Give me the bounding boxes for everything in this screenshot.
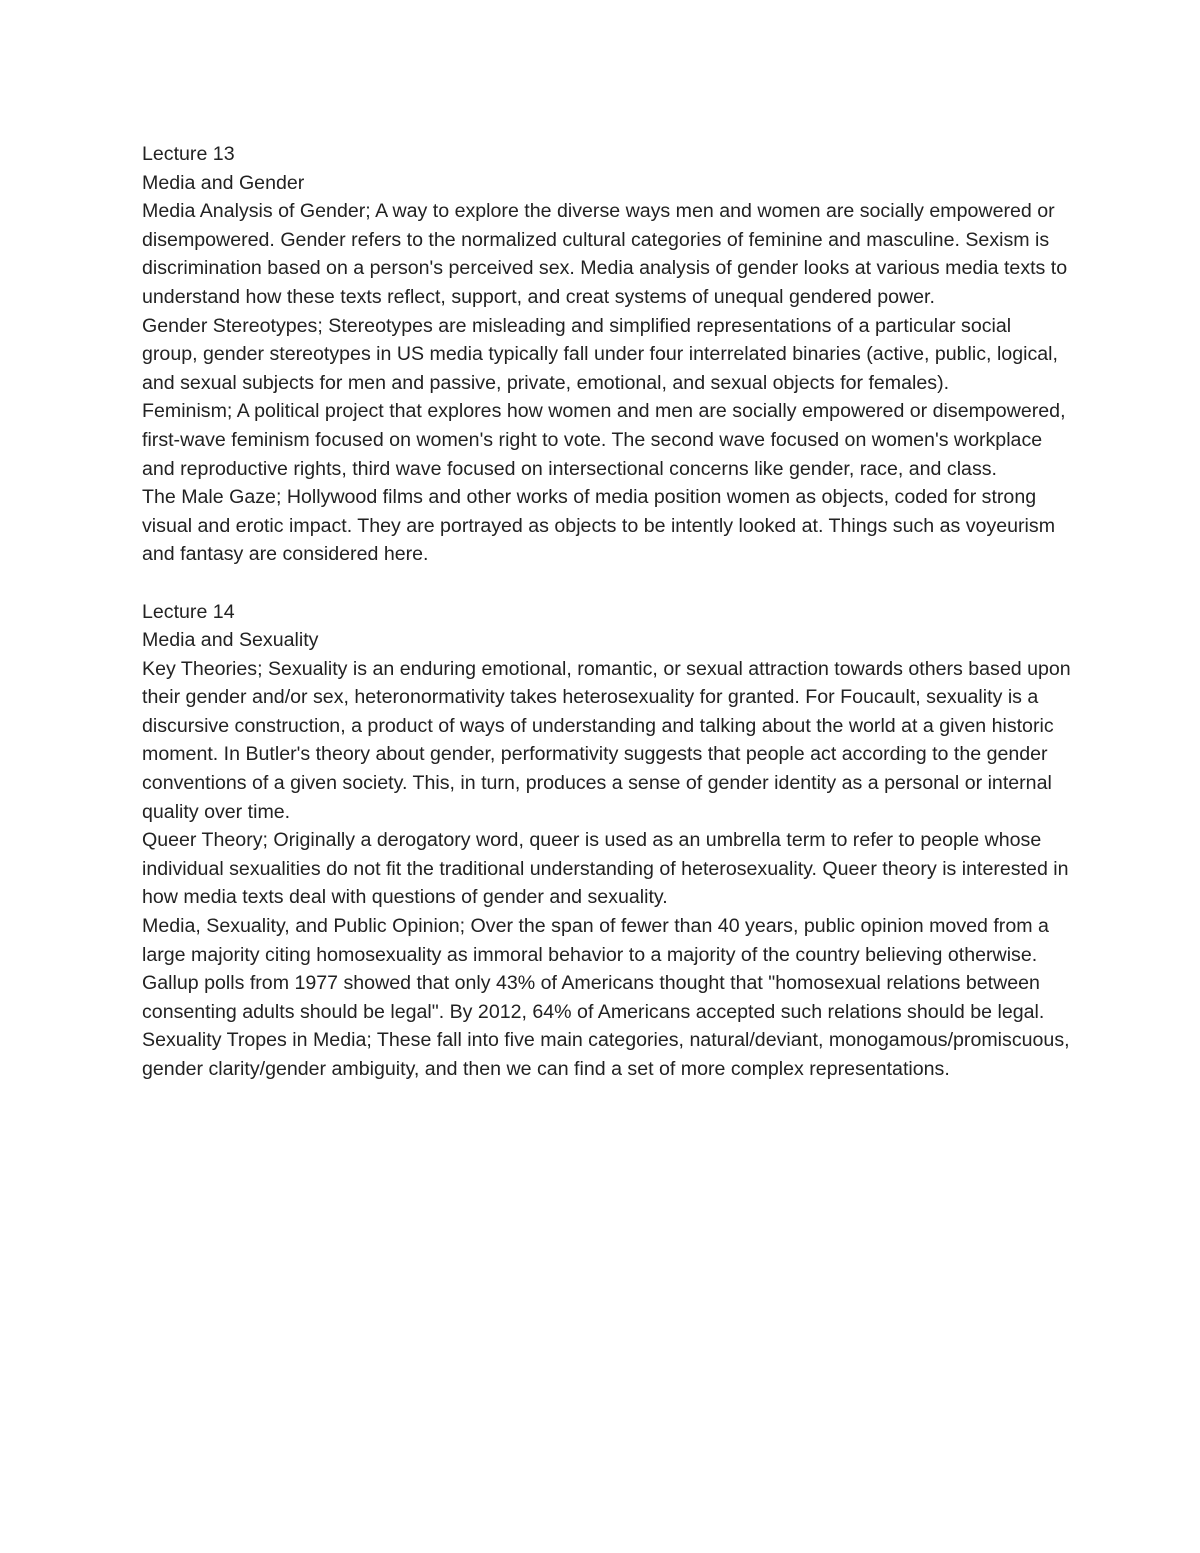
lecture-14-topic: Media and Sexuality	[142, 629, 319, 652]
lecture-13-heading: Lecture 13	[142, 143, 235, 165]
document-page	[142, 140, 1072, 1084]
lecture-14-heading: Lecture 14	[142, 600, 235, 623]
paragraph-key-theories: Key Theories; Sexuality is an enduring emotional, romantic, or sexual attraction towards others based upon their gender and/or sex, heteronormativity takes heterosexuality for granted. For Foucault, sexuality is a discursive construction, a product of ways of understanding and talking about the world at a given historic moment. In Butler's theory about gender, performativity suggests that people act according to the gender conventions of a given society. This, in turn, produces a sense of gender identity as a personal or internal quality over time.	[142, 657, 1071, 823]
section-gap	[142, 569, 1072, 598]
paragraph-feminism: Feminism; A political project that explores how women and men are socially empowered or disempowered, first-wave feminism focused on women's right to vote. The second wave focused on women's workplace and reproductive rights, third wave focused on intersectional concerns like gender, race, and class.	[142, 400, 1066, 480]
lecture-13-topic: Media and Gender	[142, 171, 305, 194]
paragraph-queer-theory: Queer Theory; Originally a derogatory word, queer is used as an umbrella term to refer to people whose individual sexualities do not fit the traditional understanding of heterosexuality. Queer theory is interested in how media texts deal with questions of gender and sexuality.	[142, 829, 1069, 909]
paragraph-sexuality-tropes: Sexuality Tropes in Media; These fall into five main categories, natural/deviant, monogamous/promiscuous, gender clarity/gender ambiguity, and then we can find a set of more complex representations.	[142, 1029, 1070, 1080]
paragraph-public-opinion: Media, Sexuality, and Public Opinion; Over the span of fewer than 40 years, public opinion moved from a large majority citing homosexuality as immoral behavior to a majority of the country believing otherwise. Gallup polls from 1977 showed that only 43% of Americans thought that "homosexual relations between consenting adults should be legal". By 2012, 64% of Americans accepted such relations should be legal.	[142, 915, 1049, 1023]
paragraph-media-analysis-of-gender: Media Analysis of Gender; A way to explore the diverse ways men and women are socially empowered or disempowered. Gender refers to the normalized cultural categories of feminine and masculine. Sexism is discrimination based on a person's perceived sex. Media analysis of gender looks at various media texts to understand how these texts reflect, support, and creat systems of unequal gendered power.	[142, 200, 1068, 308]
paragraph-gender-stereotypes: Gender Stereotypes; Stereotypes are misleading and simplified representations of a particular social group, gender stereotypes in US media typically fall under four interrelated binaries (active, public, logical, and sexual subjects for men and passive, private, emotional, and sexual objects for females).	[142, 314, 1058, 394]
paragraph-male-gaze: The Male Gaze; Hollywood films and other works of media position women as objects, coded for strong visual and erotic impact. They are portrayed as objects to be intently looked at. Things such as voyeurism and fantasy are considered here.	[142, 486, 1056, 566]
